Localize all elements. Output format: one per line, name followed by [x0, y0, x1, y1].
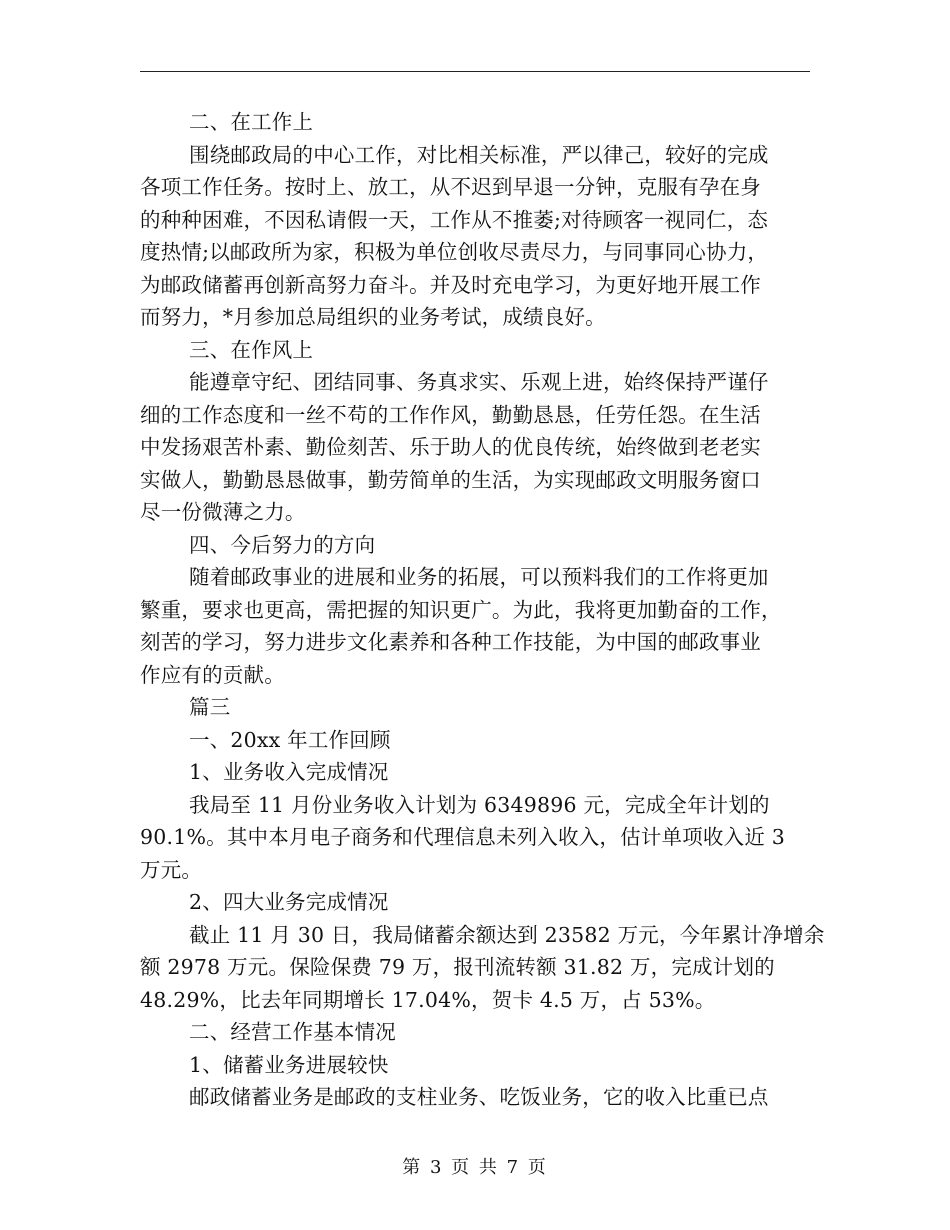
- text-line: 的种种困难，不因私请假一天，工作从不推萎;对待顾客一视同仁，态: [140, 207, 769, 232]
- text-line: 篇三: [189, 695, 231, 719]
- text-line: 尽一份微薄之力。: [140, 500, 306, 524]
- text-line: 中发扬艰苦朴素、勤俭刻苦、乐于助人的优良传统，始终做到老老实: [140, 435, 761, 459]
- text-line: 随着邮政事业的进展和业务的拓展，可以预料我们的工作将更加: [189, 565, 769, 589]
- text-line: 额 2978 万元。保险保费 79 万，报刊流转额 31.82 万，完成计划的: [140, 955, 775, 979]
- text-line: 度热情;以邮政所为家，积极为单位创收尽责尽力，与同事同心协力，: [140, 240, 769, 264]
- document-body: [140, 106, 825, 1114]
- text-line: 万元。: [140, 857, 203, 882]
- text-line: 三、在作风上: [189, 337, 314, 362]
- text-line: 一、20xx 年工作回顾: [189, 727, 391, 752]
- text-line: 各项工作任务。按时上、放工，从不迟到早退一分钟，克服有孕在身: [140, 175, 761, 199]
- text-line: 二、在工作上: [189, 110, 314, 134]
- text-line: 邮政储蓄业务是邮政的支柱业务、吃饭业务，它的收入比重已点: [189, 1085, 769, 1109]
- text-line: 1、储蓄业务进展较快: [189, 1052, 389, 1077]
- text-line: 1、业务收入完成情况: [189, 760, 389, 784]
- text-line: 48.29%，比去年同期增长 17.04%，贺卡 4.5 万，占 53%。: [140, 987, 716, 1012]
- text-line: 截止 11 月 30 日，我局储蓄余额达到 23582 万元，今年累计净增余: [189, 922, 825, 947]
- text-line: 四、今后努力的方向: [189, 532, 376, 557]
- text-line: 二、经营工作基本情况: [189, 1020, 396, 1044]
- text-line: 而努力，*月参加总局组织的业务考试，成绩良好。: [140, 305, 606, 329]
- page-footer: 第 3 页 共 7 页: [402, 1157, 548, 1178]
- text-line: 为邮政储蓄再创新高努力奋斗。并及时充电学习，为更好地开展工作: [140, 272, 761, 297]
- text-line: 刻苦的学习，努力进步文化素养和各种工作技能，为中国的邮政事业: [140, 630, 761, 654]
- text-line: 细的工作态度和一丝不苟的工作作风，勤勤恳恳，任劳任怨。在生活: [140, 402, 761, 427]
- text-line: 繁重，要求也更高，需把握的知识更广。为此，我将更加勤奋的工作，: [140, 597, 782, 622]
- text-line: 能遵章守纪、团结同事、务真求实、乐观上进，始终保持严谨仔: [189, 370, 769, 394]
- text-line: 实做人，勤勤恳恳做事，勤劳简单的生活，为实现邮政文明服务窗口: [140, 467, 761, 492]
- text-line: 90.1%。其中本月电子商务和代理信息未列入收入，估计单项收入近 3: [140, 825, 785, 849]
- text-line: 我局至 11 月份业务收入计划为 6349896 元，完成全年计划的: [189, 792, 770, 817]
- text-line: 作应有的贡献。: [140, 662, 285, 687]
- text-line: 围绕邮政局的中心工作，对比相关标准，严以律己，较好的完成: [189, 142, 769, 167]
- header-rule: [140, 71, 810, 72]
- text-line: 2、四大业务完成情况: [189, 890, 389, 914]
